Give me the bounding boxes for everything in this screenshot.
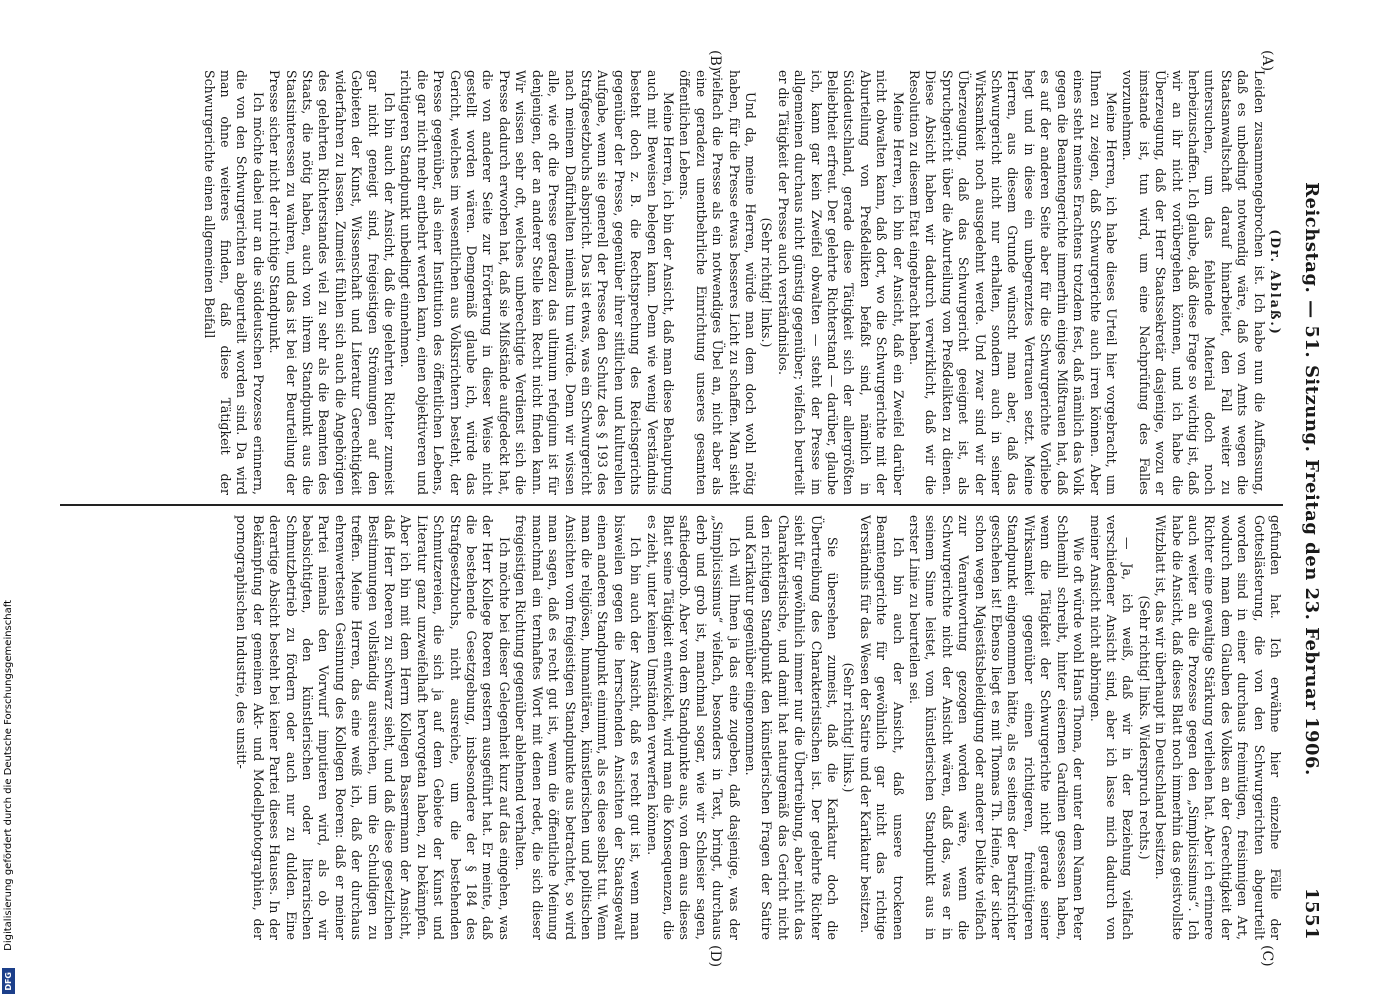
column-divider [60, 504, 1283, 506]
page-number: 1551 [1301, 887, 1323, 940]
right-text-column [60, 515, 1283, 940]
margin-marker-d: (D) [707, 945, 723, 968]
interjection: (Sehr richtig! links. Widerspruch rechts.) [1136, 595, 1152, 860]
digitization-credit: Digitalisierung gefördert durch die Deutsche Forschungsgemeinschaft [3, 600, 14, 951]
paragraph: Ich möchte dabei nur an die süddeutschen Prozesse erinnern, die von den Schwurgerichten abgeurteilt worden sind. Da wird man ohne weiteres finden, daß diese Tätigkeit der Schwurgerichte einen allgemeinen Beifall [201, 70, 266, 495]
page-header [1301, 70, 1323, 940]
margin-marker-c: (C) [1259, 945, 1275, 967]
interjection: (Sehr richtig! links.) [759, 217, 775, 348]
paragraph: Meine Herren, ich habe dieses Urteil hier vorgebracht, um Ihnen zu zeigen, daß Schwurgerichte auch irren können. Aber eines steht meines Erachtens trotzdem fest, daß nämlich das Volk gegen die Beamtengerichte immerhin einiges Mißtrauen hat, daß es auf der anderen Seite aber für die Schwurgerichte Vorliebe hegt und in diese ein unbegrenztes Vertrauen setzt. Meine Herren, aus diesem Grunde wünscht man aber, daß das Schwurgericht nicht nur erhalten, sondern auch in seiner Wirksamkeit noch ausgedehnt werde. Und zwar sind wir der Überzeugung, daß das Schwurgericht geeignet ist, als Spruchgericht über die Aburteilung von Preßdelikten zu dienen. Diese Absicht haben wir dadurch verwirklicht, daß wir die Resolution zu diesem Etat eingebracht haben. [907, 70, 1119, 495]
paragraph: Sie übersehen zumeist, daß die Karikatur doch die Übertreibung des Charakteristischen ist. Der gelehrte Richter sieht für gewöhnlich immer nur die Übertreibung, aber nicht das Charakteristische, und damit hat naturgemäß das Gericht nicht den richtigen Standpunkt den künstlerischen Fragen der Satire und Karikatur gegenüber eingenommen. [743, 515, 841, 940]
speaker-label: (Dr. Ablaß.) [1268, 229, 1283, 336]
margin-marker-a: (A) [1259, 50, 1275, 72]
paragraph: Wie oft würde wohl Hans Thoma, der unter dem Namen Peter Schlemihl schreibt, hinter eisernen Gardinen gesessen haben, wenn die Tätigkeit der Schwurgerichte nicht gerade seiner Wirksamkeit gegenüber einen richtigeren, freimütigeren Standpunkt eingenommen hätte, als es seitens der Berufsrichter geschehen ist! Ebenso liegt es mit Thomas Th. Heine, der sicher schon wegen Majestätsbeleidigung oder anderer Delikte vielfach zur Verantwortung gezogen worden wäre, wenn die Schwurgerichte nicht der Ansicht wären, daß das, was er in seinem Sinne leistet, vom künstlerischen Standpunkt aus in erster Linie zu beurteilen sei. [907, 515, 1087, 940]
paragraph: Ich möchte bei dieser Gelegenheit kurz auf das eingehen, was der Herr Kollege Roeren gestern ausgeführt hat. Er meinte, daß die bestehende Gesetzgebung, insbesondere der § 184 des Strafgesetzbuchs, nicht ausreiche, um die bestehenden Schmutzereien, die sich ja auf dem Gebiete der Kunst und Literatur ganz unzweifelhaft hervorgetan haben, zu bekämpfen. Aber ich bin mit dem Herrn Kollegen Bassermann der Ansicht, daß Herr Roeren zu schwarz sieht, und daß diese gesetzlichen Bestimmungen vollständig ausreichen, um die Schuldigen zu treffen. Meine Herren, das eine weiß ich, daß der durchaus ehrenwertesten Gesinnung des Kollegen Roeren: daß er meiner Partei niemals den Vorwurf imputieren wird, als ob wir beabsichtigten, den künstlerischen oder literarischen Schmutzbetrieb zu fördern oder auch nur zu dulden. Eine derartige Absicht besteht bei keiner Partei dieses Hauses. In der Bekämpfung der gemeinen Akt- und Modellphotographien, der pornographischen Industrie, des unsitt- [234, 515, 512, 940]
paragraph: Ich bin auch der Ansicht, daß unsere trockenen Beamtengerichte für gewöhnlich gar nicht das richtige Verständnis für das Wesen der Satire und der Karikatur besitzen. [857, 515, 906, 940]
page-title: Reichstag. — 51. Sitzung. Freitag den 23. Februar 1906. [1301, 182, 1323, 776]
paragraph: gefunden hat. Ich erwähne hier einzelne Fälle der Gotteslästerung, die von den Schwurgerichten abgeurteilt worden sind in einer durchaus freimütigen, freisinnigen Art, wodurch man dem Glauben des Volkes an der Gerechtigkeit der Richter eine gewaltige Stärkung verliehen hat. Aber ich erinnere auch weiter an die Prozesse gegen den „Simplicissimus“. Ich habe die Ansicht, daß dieses Blatt noch immerhin das geistvollste Witzblatt ist, das wir überhaupt in Deutschland besitzen. [1153, 515, 1283, 940]
paragraph: Meine Herren, ich bin der Ansicht, daß ein Zweifel darüber nicht obwalten kann, daß dort, wo die Schwurgerichte mit der Aburteilung von Preßdelikten befaßt sind, nämlich in Süddeutschland, gerade diese Tätigkeit sich der allergrößten Beliebtheit erfreut. Der gelehrte Richterstand — darüber, glaube ich, kann gar kein Zweifel obwalten — steht der Presse im allgemeinen durchaus nicht günstig gegenüber; vielfach beurteilt er die Tätigkeit der Presse auch verständnislos. [775, 70, 906, 495]
left-text-column [60, 70, 1283, 495]
interjection: (Sehr richtig! links.) [841, 662, 857, 793]
margin-marker-b: (B) [707, 50, 723, 72]
paragraph: Ich bin auch der Ansicht, daß es recht gut ist, wenn man bisweilen gegen die herrschenden Ansichten der Staatsgewalt einen anderen Standpunkt einnimmt, als es diese selbst tut. Wenn man die religiösen, humanitären, künstlerischen und politischen Ansichten vom freigeistigen Standpunkte aus betrachtet, so wird man sagen, daß es recht gut ist, wenn die öffentliche Meinung manchmal ein ternhaftes Wort mit denen redet, die sich dieser freigeistigen Richtung gegenüber ablehnend verhalten. [513, 515, 644, 940]
paragraph: Und da, meine Herren, würde man dem doch wohl nötig haben, für die Presse etwas besseres Licht zu schaffen. Man sieht vielfach die Presse als ein notwendiges Übel an, nicht aber als eine geradezu unentbehrliche Einrichtung unseres gesamten öffentlichen Lebens. [677, 70, 758, 495]
paragraph: Meine Herren, ich bin der Ansicht, daß man diese Behauptung auch mit Beweisen belegen kann. Denn wie wenig Verständnis besteht doch z. B. die Rechtsprechung des Reichsgerichts gegenüber der Presse, gegenüber ihrer sittlichen und kulturellen Aufgabe, wenn sie generell der Presse den Schutz des § 193 des Strafgesetzbuchs abspricht. Das ist etwas, was ein Schwurgericht nach meinem Dafürhalten niemals tun würde. Denn wir wissen alle, wie oft die Presse geradezu das ultimum refugium ist für denjenigen, der an anderer Stelle kein Recht nicht finden kann. Wir wissen sehr oft, welches unberechtigte Verdienst sich die Presse dadurch erworben hat, daß sie Mißstände aufgedeckt hat, die von anderer Seite zur Erörterung in dieser Weise nicht gestellt worden wären. Demgemäß glaube ich, würde das Gericht, welches im wesentlichen aus Volksrichtern besteht, der Presse gegenüber, als einer Institution des öffentlichen Lebens, die gar nicht mehr entbehrt werden kann, einen objektiveren und richtigeren Standpunkt unbedingt einnehmen. [398, 70, 676, 495]
dfg-logo [2, 968, 15, 994]
paragraph: Ich will Ihnen ja das eine zugeben, daß dasjenige, was der „Simplicissimus“ vielfach, besonders in Text, bringt, durchaus derb und grob ist, manchmal sogar, wie wir Schlesier sagen, saftiedegrob. Aber von dem Standpunkte aus, von dem aus dieses Blatt seine Tätigkeit entwickelt, wird man die Konsequenzen, die es zieht, unter keinen Umständen verwerfen können. [644, 515, 742, 940]
dfg-logo-text: DFG [4, 971, 13, 991]
paragraph: Leiden zusammengebrochen ist. Ich habe nun die Auffassung, daß es unbedingt notwendig wäre, daß von Amts wegen die Staatsanwaltschaft darauf hinarbeitet, den Fall weiter zu untersuchen, um das fehlende Material doch noch herbeizuschaffen. Ich glaube, daß diese Frage so wichtig ist, daß wir an ihr nicht vorübergehen können, und ich habe die Überzeugung, daß der Herr Staatssekretär dasjenige, wozu er imstande ist, tun wird, um eine Nachprüfung des Falles vorzunehmen. [1120, 70, 1267, 495]
paragraph: Ich bin auch der Ansicht, daß die gelehrten Richter zumeist gar nicht geneigt sind, freigeistigen Strömungen auf den Gebieten der Kunst, Wissenschaft und Literatur Gerechtigkeit widerfahren zu lassen. Zumeist fühlen sich auch die Angehörigen des gelehrten Richterstandes viel zu sehr als die Beamten des Staats, die nötig haben, auch von ihrem Standpunkt aus die Staatsinteressen zu wahren, und das ist bei der Beurteilung der Presse sicher nicht der richtige Standpunkt. [267, 70, 398, 495]
paragraph: — Ja, ich weiß, daß wir in der Beziehung vielfach verschiedener Ansicht sind, aber ich lasse mich dadurch von meiner Ansicht nicht abbringen. [1087, 515, 1136, 940]
